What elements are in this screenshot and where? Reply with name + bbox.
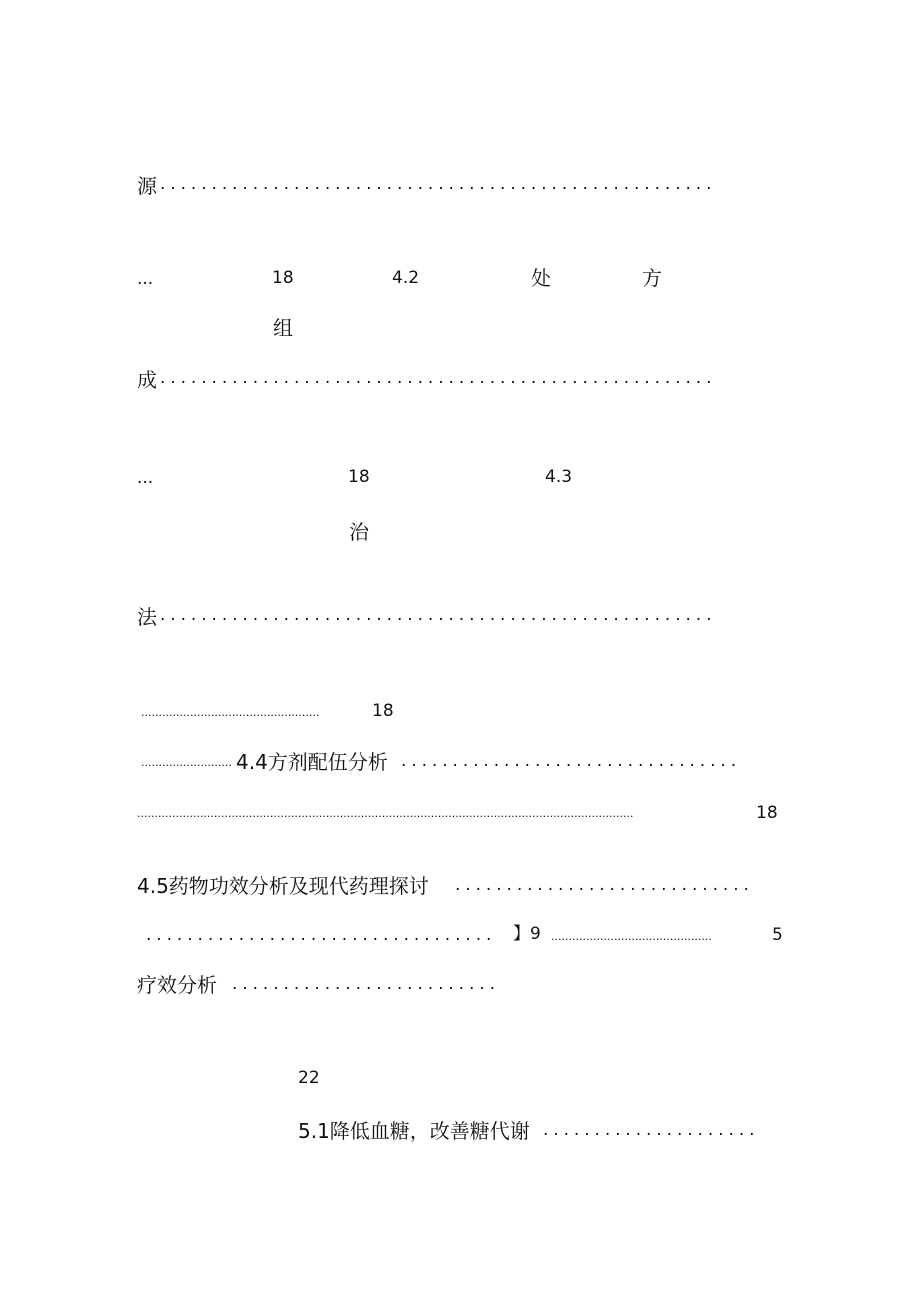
toc-leader: ................................. [401,751,742,771]
toc-page-number: 18 [348,467,370,487]
toc-page-number: 18 [756,803,778,823]
toc-entry-title: 疗效分析 [137,973,217,997]
toc-leader: ...................................................... [160,368,717,388]
toc-leader: ...................................................... [160,605,717,625]
toc-entry-text: 组 [273,316,293,340]
toc-entry-text: 成 [137,368,157,392]
toc-section-number: 4.3 [545,467,573,487]
toc-section-number: 5 [772,925,783,945]
toc-leader: ............................. [455,875,754,895]
toc-section-number: 4.2 [392,268,420,288]
toc-entry-text: 源 [137,174,157,198]
toc-page-number: 18 [372,701,394,721]
toc-leader: ... [137,269,154,289]
toc-entry-text: 方 [642,266,662,290]
toc-leader: ...................................................... [160,174,717,194]
toc-entry-title: 4.4方剂配伍分析 [236,750,388,774]
toc-page-number: 18 [272,268,294,288]
toc-page-number: 22 [298,1068,320,1088]
toc-leader: .................................. [146,925,497,945]
toc-entry-text: 处 [531,266,551,290]
toc-leader: .............................................. [551,930,712,943]
toc-entry-title: 4.5药物功效分析及现代药理探讨 [137,874,429,898]
toc-page-number: 】9 [513,924,541,944]
toc-leader: ................................................... [141,706,320,719]
toc-leader: ... [137,468,154,488]
toc-entry-text: 法 [137,605,157,629]
toc-entry-text: 治 [349,520,369,544]
toc-leader: .......................... [232,974,500,994]
toc-leader: .............................................................................................................................................. [137,807,634,820]
toc-leader: .......................... [141,756,232,769]
toc-leader: ..................... [543,1120,760,1140]
toc-entry-title: 5.1降低血糖，改善糖代谢 [298,1119,530,1143]
